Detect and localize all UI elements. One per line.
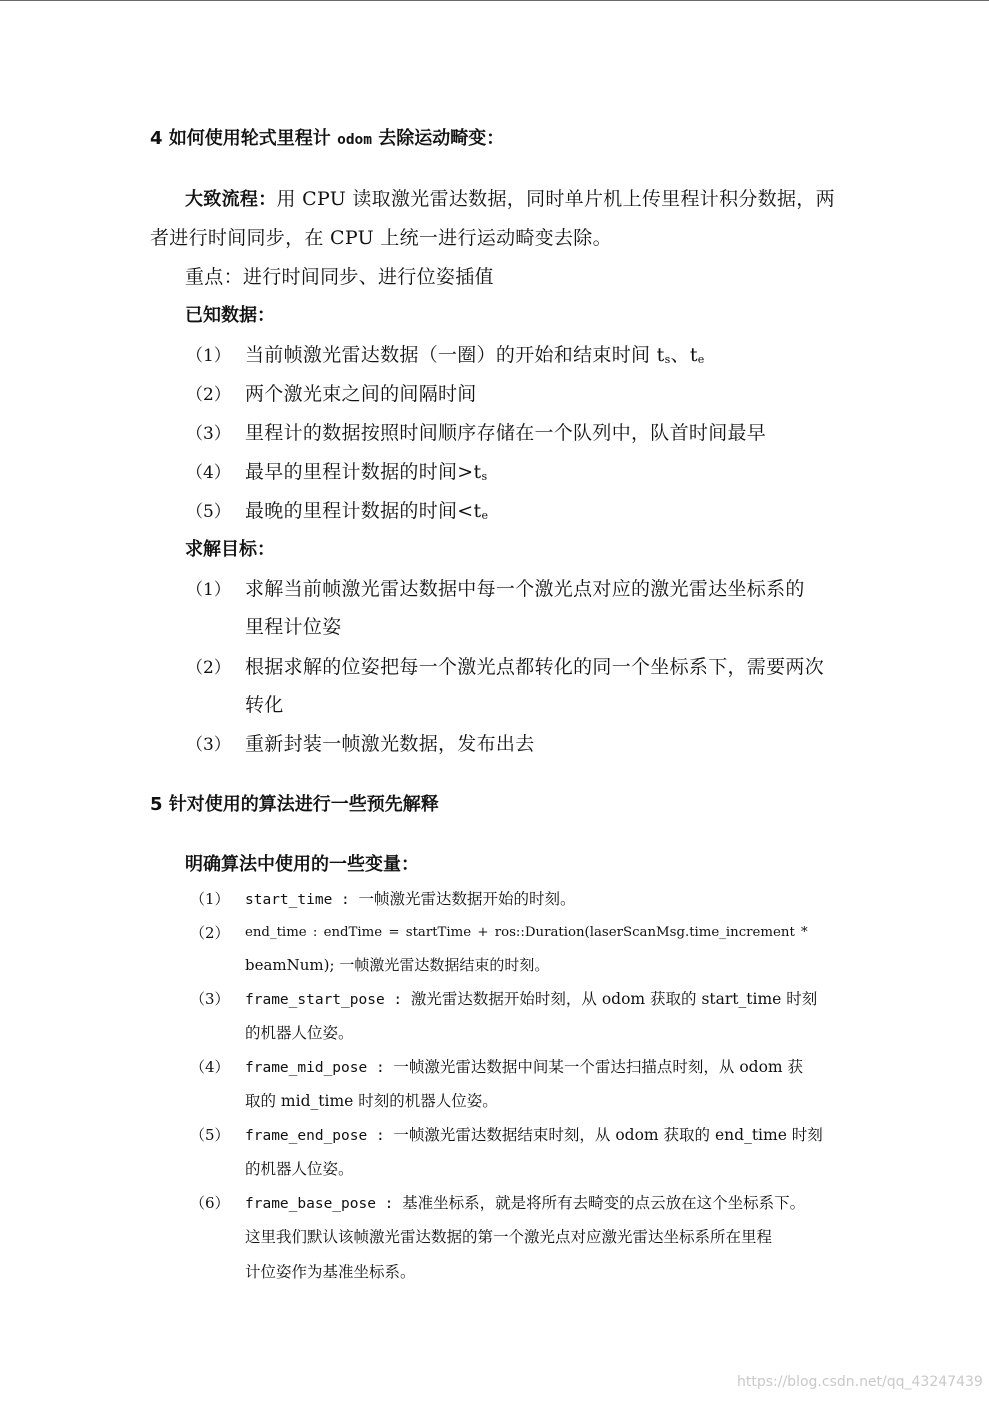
var-1-number: （1） bbox=[190, 890, 230, 908]
goal-2-line-2: 转化 bbox=[245, 694, 284, 716]
known-item-3-number: （3） bbox=[186, 424, 231, 444]
var-3-line-2: 的机器人位姿。 bbox=[245, 1024, 354, 1042]
known-item-5: 最晚的里程计数据的时间$<t_e$ bbox=[245, 500, 489, 522]
goal-1-line-1: 求解当前帧激光雷达数据中每一个激光点对应的激光雷达坐标系的 bbox=[245, 578, 805, 600]
flow-line-2: 者进行时间同步，在 CPU 上统一进行运动畸变去除。 bbox=[150, 227, 612, 249]
var-5-line-1: frame_end_pose : 一帧激光雷达数据结束时刻，从 odom 获取的 end_time 时刻 bbox=[245, 1126, 823, 1144]
known-item-1-number: （1） bbox=[186, 346, 231, 366]
var-4-line-2: 取的 mid_time 时刻的机器人位姿。 bbox=[245, 1092, 498, 1110]
var-5-line-2: 的机器人位姿。 bbox=[245, 1160, 354, 1178]
flow-label: 大致流程： bbox=[185, 189, 277, 210]
var-3-line-1: frame_start_pose : 激光雷达数据开始时刻，从 odom 获取的 start_time 时刻 bbox=[245, 990, 818, 1008]
goal-1-number: （1） bbox=[186, 580, 231, 600]
var-3-number: （3） bbox=[190, 990, 230, 1008]
heading-number: 5 bbox=[150, 794, 163, 815]
heading-code: odom bbox=[337, 132, 373, 148]
var-2-line-1: end_time : endTime = startTime + ros::Duration(laserScanMsg.time_increment * bbox=[245, 925, 808, 940]
flow-line-1 bbox=[185, 184, 835, 211]
flow-text: 用 CPU 读取激光雷达数据，同时单片机上传里程计积分数据，两 bbox=[276, 188, 835, 210]
known-item-4: 最早的里程计数据的时间$>t_s$ bbox=[245, 461, 488, 483]
goal-1-line-2: 里程计位姿 bbox=[245, 616, 342, 638]
var-4-line-1: frame_mid_pose : 一帧激光雷达数据中间某一个雷达扫描点时刻，从 odom 获 bbox=[245, 1058, 804, 1076]
heading-text-end: 去除运动畸变： bbox=[378, 128, 505, 149]
known-item-2-number: （2） bbox=[186, 385, 231, 405]
known-item-4-number: （4） bbox=[186, 463, 231, 483]
var-6-number: （6） bbox=[190, 1194, 230, 1212]
key-points: 重点：进行时间同步、进行位姿插值 bbox=[185, 266, 494, 288]
var-6-line-1: frame_base_pose : 基准坐标系，就是将所有去畸变的点云放在这个坐标系下。 bbox=[245, 1194, 806, 1212]
goal-3-line-1: 重新封装一帧激光数据，发布出去 bbox=[245, 733, 535, 755]
goal-2-line-1: 根据求解的位姿把每一个激光点都转化的同一个坐标系下，需要两次 bbox=[245, 656, 825, 678]
known-data-label: 已知数据： bbox=[185, 305, 275, 326]
var-2-line-2: beamNum); 一帧激光雷达数据结束的时刻。 bbox=[245, 956, 550, 974]
heading-number: 4 bbox=[150, 128, 163, 149]
var-2-number: （2） bbox=[190, 924, 230, 942]
known-item-3: 里程计的数据按照时间顺序存储在一个队列中，队首时间最早 bbox=[245, 422, 767, 444]
var-6-line-3: 计位姿作为基准坐标系。 bbox=[245, 1263, 416, 1281]
var-4-number: （4） bbox=[190, 1058, 230, 1076]
watermark: https://blog.csdn.net/qq_43247439 bbox=[737, 1374, 983, 1390]
heading-text: 针对使用的算法进行一些预先解释 bbox=[168, 794, 439, 815]
goals-label: 求解目标： bbox=[185, 539, 275, 560]
known-item-5-number: （5） bbox=[186, 502, 231, 522]
goal-2-number: （2） bbox=[186, 658, 231, 678]
var-5-number: （5） bbox=[190, 1126, 230, 1144]
goal-3-number: （3） bbox=[186, 735, 231, 755]
known-item-1: 当前帧激光雷达数据（一圈）的开始和结束时间 $t_s$、$t_e$ bbox=[245, 344, 705, 366]
known-item-2: 两个激光束之间的间隔时间 bbox=[245, 383, 477, 405]
var-1-line-1: start_time : 一帧激光雷达数据开始的时刻。 bbox=[245, 890, 576, 908]
section-5-heading bbox=[150, 790, 439, 816]
variables-label: 明确算法中使用的一些变量： bbox=[185, 854, 419, 875]
var-6-line-2: 这里我们默认该帧激光雷达数据的第一个激光点对应激光雷达坐标系所在里程 bbox=[245, 1228, 773, 1246]
heading-text: 如何使用轮式里程计 bbox=[168, 128, 331, 149]
section-4-heading bbox=[150, 124, 504, 150]
